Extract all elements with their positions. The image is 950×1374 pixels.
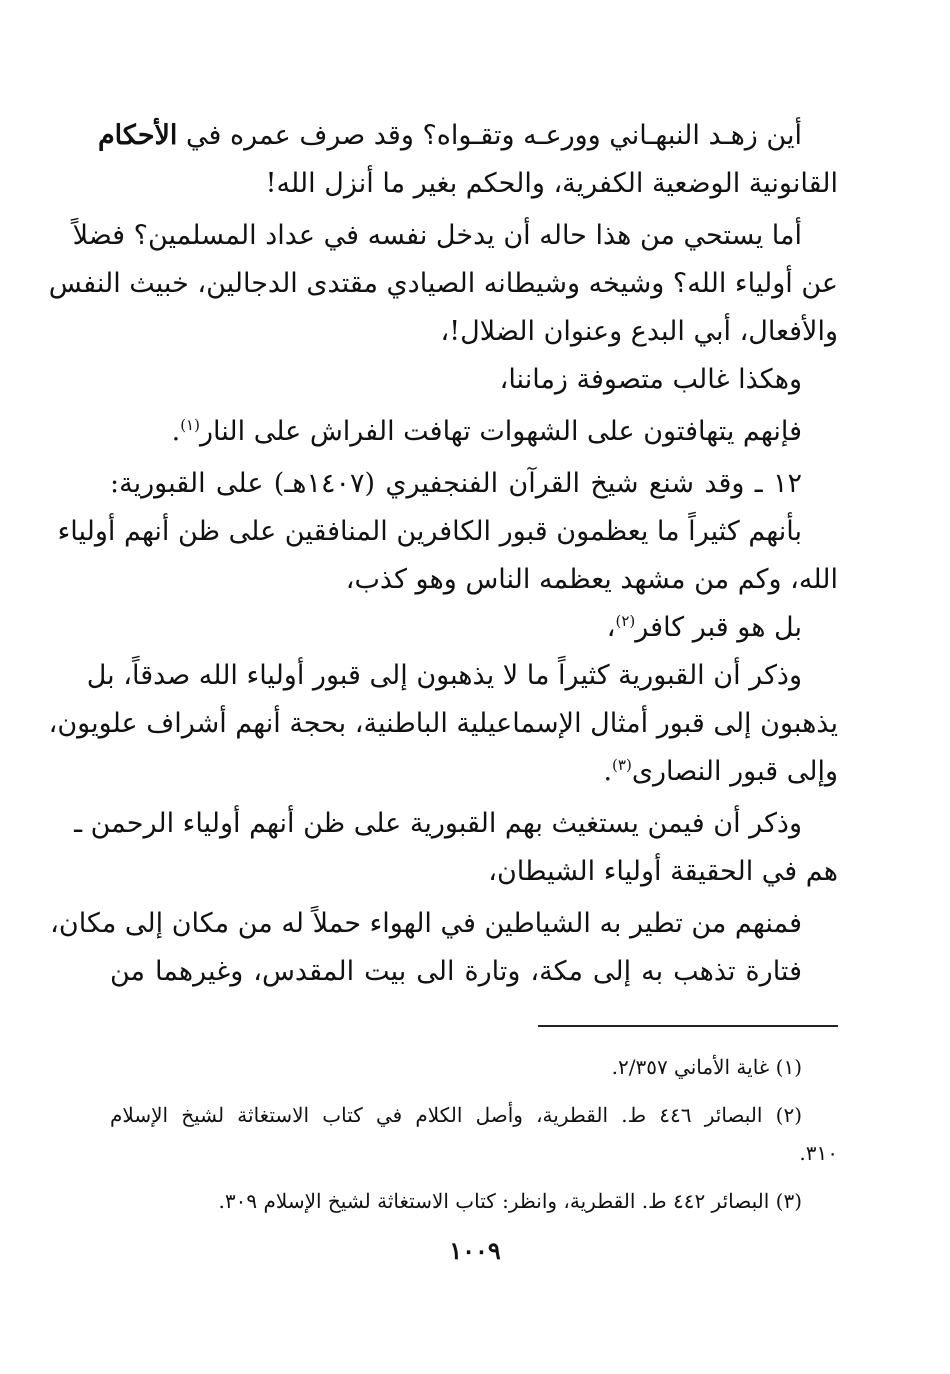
text-line: بأنهم كثيراً ما يعظمون قبور الكافرين المنافقين على ظن أنهم أولياء [57, 516, 802, 547]
text-line: فمنهم من تطير به الشياطين في الهواء حملاً له من مكان إلى مكان، [50, 908, 802, 939]
text-span: . [171, 416, 181, 447]
footnote-1: (١) غاية الأماني ٢/٣٥٧. [611, 1055, 802, 1079]
footnote-3: (٣) البصائر ٤٤٢ ط. القطرية، وانظر: كتاب الاستغاثة لشيخ الإسلام ٣٠٩. [218, 1189, 802, 1213]
footnote-divider [538, 1025, 838, 1027]
text-line: وذكر أن فيمن يستغيث بهم القبورية على ظن أنهم أولياء الرحمن ـ [74, 808, 802, 839]
text-span: أين زهـد النبهـاني وورعـه وتقـواه؟ وقد صرف عمره في [186, 120, 802, 151]
text-line: وهكذا غالب متصوفة زماننا، [499, 364, 802, 395]
text-line: يذهبون إلى قبور أمثال الإسماعيلية الباطنية، بحجة أنهم أشراف علويون، [48, 708, 838, 739]
text-line: وذكر أن القبورية كثيراً ما لا يذهبون إلى قبور أولياء الله صدقاً، بل [86, 660, 802, 691]
text-line: أما يستحي من هذا حاله أن يدخل نفسه في عداد المسلمين؟ فضلاً [72, 220, 802, 251]
footnote-ref: (٣) [612, 756, 632, 774]
text-line: عن أولياء الله؟ وشيخه وشيطانه الصيادي مقتدى الدجالين، خبيث النفس [48, 268, 838, 299]
footnote-2: (٢) البصائر ٤٤٦ ط. القطرية، وأصل الكلام في كتاب الاستغاثة لشيخ الإسلام [110, 1103, 803, 1127]
main-text [48, 112, 838, 996]
text-line: والأفعال، أبي البدع وعنوان الضلال!، [440, 316, 838, 347]
text-line: القانونية الوضعية الكفرية، والحكم بغير ما أنزل الله! [265, 168, 838, 199]
page-number: ١٠٠٩ [449, 1236, 501, 1265]
text-line: الله، وكم من مشهد يعظمه الناس وهو كذب، [345, 564, 838, 595]
text-line: فتارة تذهب به إلى مكة، وتارة الى بيت المقدس، وغيرهما من [110, 956, 802, 987]
footnote-ref: (١) [180, 416, 200, 434]
text-line [110, 748, 838, 796]
text-span: ، [606, 612, 616, 643]
bold-word: الأحكام [97, 120, 178, 151]
text-span: وإلى قبور النصارى [631, 756, 838, 787]
text-line [97, 112, 838, 160]
text-line [110, 408, 838, 456]
text-line: ١٢ ـ وقد شنع شيخ القرآن الفنجفيري (١٤٠٧هـ) على القبورية: [110, 468, 802, 499]
text-span: فإنهم يتهافتون على الشهوات تهافت الفراش على النار [199, 416, 802, 447]
footnote-ref: (٢) [615, 612, 636, 630]
text-line: هم في الحقيقة أولياء الشيطان، [488, 856, 838, 887]
text-span: بل هو قبر كافر [635, 612, 802, 643]
footnote-2-continuation: ٣١٠. [799, 1141, 838, 1165]
footnotes [110, 1048, 838, 1220]
text-line [110, 604, 838, 652]
text-span: . [603, 756, 613, 787]
